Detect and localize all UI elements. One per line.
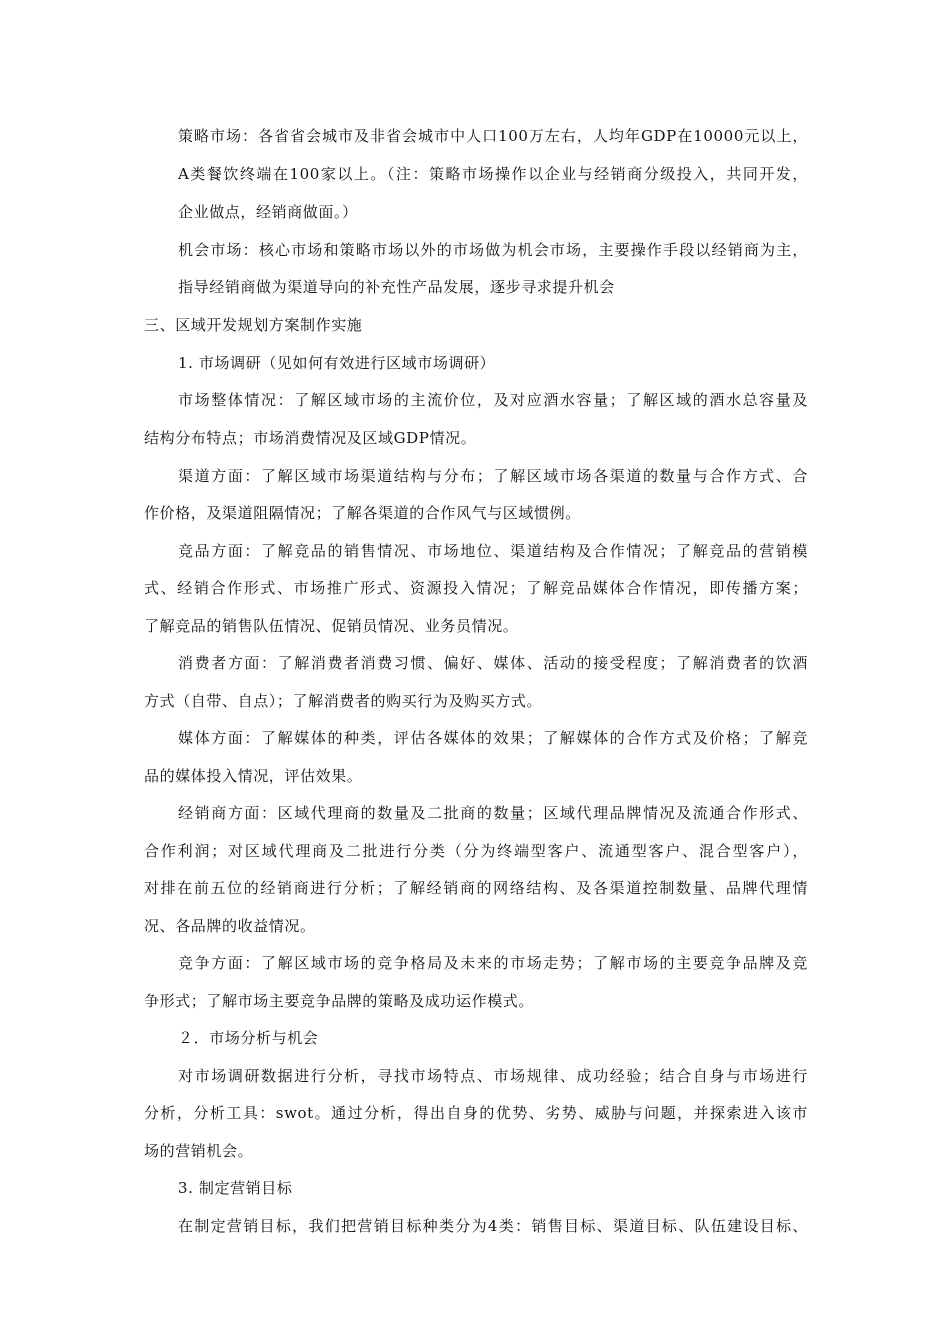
distributor-line-4: 况、各品牌的收益情况。	[144, 917, 316, 935]
competitor-line-3: 了解竞品的销售队伍情况、促销员情况、业务员情况。	[144, 617, 519, 635]
analysis-line-2: 分析，分析工具：swot。通过分析，得出自身的优势、劣势、威胁与问题，并探索进入该市	[144, 1104, 808, 1122]
analysis-line-1: 对市场调研数据进行分析，寻找市场特点、市场规律、成功经验；结合自身与市场进行	[178, 1067, 808, 1085]
subheading-market-analysis: ２．市场分析与机会	[178, 1029, 319, 1047]
distributor-line-2: 合作利润；对区域代理商及二批进行分类（分为终端型客户、流通型客户、混合型客户），	[144, 842, 808, 860]
opportunity-market-line-1: 机会市场：核心市场和策略市场以外的市场做为机会市场，主要操作手段以经销商为主，	[178, 241, 808, 259]
competition-line-2: 争形式；了解市场主要竞争品牌的策略及成功运作模式。	[144, 992, 535, 1010]
competition-line-1: 竞争方面：了解区域市场的竞争格局及未来的市场走势；了解市场的主要竞争品牌及竞	[178, 954, 808, 972]
opportunity-market-line-2: 指导经销商做为渠道导向的补充性产品发展，逐步寻求提升机会	[178, 278, 615, 296]
competitor-line-2: 式、经销合作形式、市场推广形式、资源投入情况；了解竞品媒体合作情况，即传播方案；	[144, 579, 808, 597]
section-heading-3: 三、区域开发规划方案制作实施	[144, 316, 363, 334]
strategy-market-line-2: A类餐饮终端在100家以上。（注：策略市场操作以企业与经销商分级投入，共同开发，	[178, 165, 808, 183]
channel-line-2: 作价格，及渠道阻隔情况；了解各渠道的合作风气与区域惯例。	[144, 504, 581, 522]
strategy-market-line-3: 企业做点，经销商做面。）	[178, 203, 358, 221]
market-overall-line-1: 市场整体情况：了解区域市场的主流价位，及对应酒水容量；了解区域的酒水总容量及	[178, 391, 808, 409]
competitor-line-1: 竞品方面：了解竞品的销售情况、市场地位、渠道结构及合作情况；了解竞品的营销模	[178, 542, 808, 560]
market-overall-line-2: 结构分布特点；市场消费情况及区域GDP情况。	[144, 429, 477, 447]
subheading-marketing-goals: 3. 制定营销目标	[178, 1179, 293, 1197]
consumer-line-2: 方式（自带、自点）；了解消费者的购买行为及购买方式。	[144, 692, 543, 710]
media-line-2: 品的媒体投入情况，评估效果。	[144, 767, 363, 785]
channel-line-1: 渠道方面：了解区域市场渠道结构与分布；了解区域市场各渠道的数量与合作方式、合	[178, 467, 808, 485]
distributor-line-1: 经销商方面：区域代理商的数量及二批商的数量；区域代理品牌情况及流通合作形式、	[178, 804, 808, 822]
distributor-line-3: 对排在前五位的经销商进行分析；了解经销商的网络结构、及各渠道控制数量、品牌代理情	[144, 879, 808, 897]
consumer-line-1: 消费者方面：了解消费者消费习惯、偏好、媒体、活动的接受程度；了解消费者的饮酒	[178, 654, 808, 672]
analysis-line-3: 场的营销机会。	[144, 1142, 254, 1160]
subheading-market-research: 1. 市场调研（见如何有效进行区域市场调研）	[178, 354, 496, 372]
marketing-goals-line-1: 在制定营销目标，我们把营销目标种类分为4类：销售目标、渠道目标、队伍建设目标、	[178, 1217, 808, 1235]
strategy-market-line-1: 策略市场：各省省会城市及非省会城市中人口100万左右，人均年GDP在10000元以上，	[178, 127, 808, 145]
media-line-1: 媒体方面：了解媒体的种类，评估各媒体的效果；了解媒体的合作方式及价格；了解竞	[178, 729, 808, 747]
